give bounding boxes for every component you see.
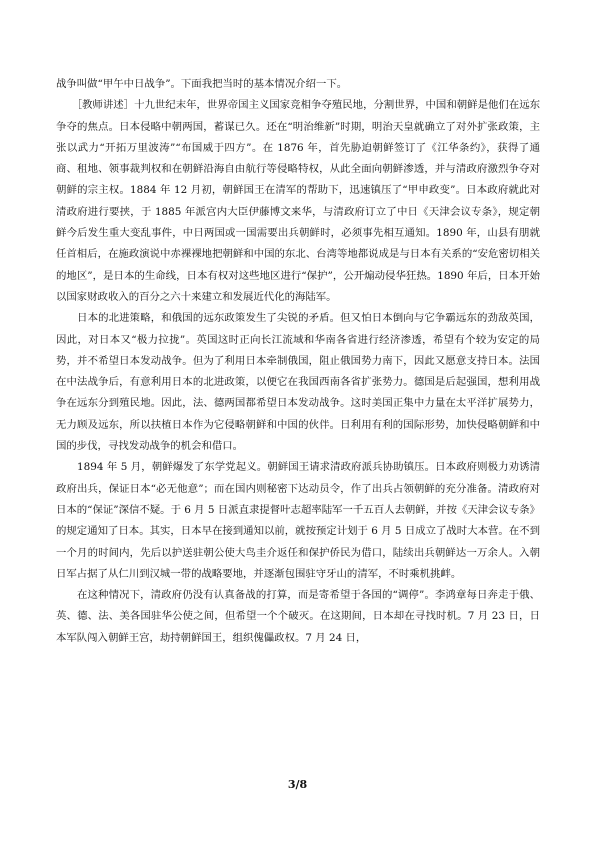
document-body: [56, 74, 540, 649]
paragraph-1: 战争叫做“甲午中日战争”。下面我把当时的基本情况介绍一下。: [56, 78, 348, 90]
paragraph-3: 日本的北进策略，和俄国的远东政策发生了尖锐的矛盾。但又怕日本倒向与它争霸远东的劲敌英国，因此，对日本又“极力拉拢”。英国这时正向长江流域和华南各省进行经济渗透，希望有个较为安定的局势，并不希望日本发动战争。但为了利用日本牵制俄国，阻止俄国势力南下，因此又愿意支持日本。法国在中法战争后，有意利用日本的北进政策，以便它在我国西南各省扩张势力。德国是后起强国，想利用战争在远东分到殖民地。因此，法、德两国都希望日本发动战争。这时美国正集中力量在太平洋扩展势力，无力顾及远东，所以扶植日本作为它侵略朝鲜和中国的伙伴。日利用有利的国际形势，加快侵略朝鲜和中国的步伐，寻找发动战争的机会和借口。: [56, 312, 540, 453]
paragraph-4: 1894 年 5 月，朝鲜爆发了东学党起义。朝鲜国王请求清政府派兵协助镇压。日本政府则极力劝诱清政府出兵，保证日本“必无他意”；而在国内则秘密下达动员令，作了出兵占领朝鲜的充分准备。清政府对日本的“保证”深信不疑。于 6 月 5 日派直隶提督叶志超率陆军一千五百人去朝鲜，并按《天津会议专条》的规定通知了日本。其实，日本早在接到通知以前，就按预定计划于 6 月 5 日成立了战时大本营。在不到一个月的时间内，先后以护送驻朝公使大鸟圭介返任和保护侨民为借口，陆续出兵朝鲜达一万余人。入朝日军占据了从仁川到汉城一带的战略要地，并逐渐包围驻守牙山的清军，不时乘机挑衅。: [56, 461, 540, 580]
paragraph-2: ［教师讲述］十九世纪末年，世界帝国主义国家竞相争夺殖民地，分割世界，中国和朝鲜是他们在远东争夺的焦点。日本侵略中朝两国，蓄谋已久。还在“明治维新”时期，明治天皇就确立了对外扩张政策，主张以武力“开拓万里波涛”“布国威于四方”。在 1876 年，首先胁迫朝鲜签订了《江华条约》，获得了通商、租地、领事裁判权和在朝鲜沿海自由航行等侵略特权，从此全面向朝鲜渗透，并与清政府激烈争夺对朝鲜的宗主权。1884 年 12 月初，朝鲜国王在清军的帮助下，迅速镇压了“甲申政变”。日本政府就此对清政府进行要挟，于 1885 年派宫内大臣伊藤博文来华，与清政府订立了中日《天津会议专条》，规定朝鲜今后发生重大变乱事件，中日两国或一国需要出兵朝鲜时，必须事先相互通知。1890 年，山县有朋就任首相后，在施政演说中赤裸裸地把朝鲜和中国的东北、台湾等地都说成是与日本有关系的“安危密切相关的地区”，是日本的生命线，日本有权对这些地区进行“保护”，公开煽动侵华狂热。1890 年后，日本开始以国家财政收入的百分之六十来建立和发展近代化的海陆军。: [56, 99, 540, 303]
paragraph-5: 在这种情况下，清政府仍没有认真备战的打算，而是寄希望于各国的“调停”。李鸿章每日奔走于俄、英、德、法、美各国驻华公使之间，但希望一个个破灭。在这期间，日本却在寻找时机。7 月 23 日，日本军队闯入朝鲜王宫，劫持朝鲜国王，组织傀儡政权。7 月 24 日，: [56, 589, 540, 644]
page-number: 3/8: [287, 778, 308, 791]
